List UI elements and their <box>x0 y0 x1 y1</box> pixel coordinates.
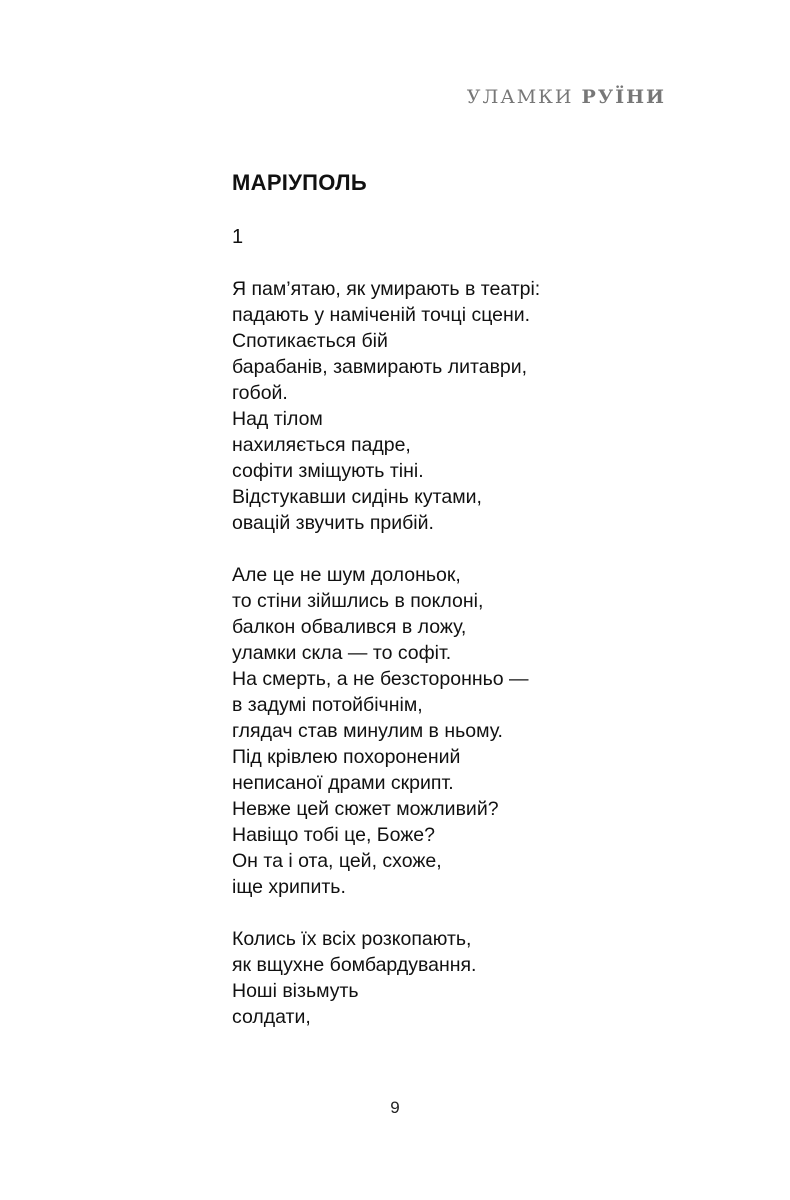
poem-line: Колись їх всіх розкопають, <box>232 928 472 950</box>
stanza-3 <box>232 926 692 1030</box>
poem-title: МАРІУПОЛЬ <box>232 170 368 195</box>
stanza-1 <box>232 276 692 536</box>
poem-line: падають у наміченій точці сцени. <box>232 304 531 326</box>
poem-line: Відстукавши сидінь кутами, <box>232 486 482 508</box>
poem-line: Але це не шум долоньок, <box>232 564 461 586</box>
poem-line: балкон обвалився в ложу, <box>232 616 467 638</box>
poem-line: Невже цей сюжет можливий? <box>232 798 499 820</box>
running-header-part1: УЛАМКИ <box>466 86 574 108</box>
poem-line: Ноші візьмуть <box>232 980 359 1002</box>
poem-line: Під крівлею похоронений <box>232 746 461 768</box>
poem-body <box>232 276 692 1056</box>
page-number: 9 <box>390 1098 400 1117</box>
poem-line: Я пам’ятаю, як умирають в театрі: <box>232 278 541 300</box>
poem-line: в задумі потойбічнім, <box>232 694 423 716</box>
running-header-part2: РУЇНИ <box>581 86 666 108</box>
stanza-2 <box>232 562 692 900</box>
poem-line: На смерть, а не безсторонньо — <box>232 668 529 690</box>
poem-line: іще хрипить. <box>232 876 346 898</box>
poem-line: Спотикається бій <box>232 330 388 352</box>
section-number: 1 <box>232 226 244 248</box>
poem-line: Над тілом <box>232 408 323 430</box>
poem-line: солдати, <box>232 1006 311 1028</box>
poem-line: Он та і ота, цей, схоже, <box>232 850 442 872</box>
poem-line: глядач став минулим в ньому. <box>232 720 503 742</box>
poem-line: овацій звучить прибій. <box>232 512 434 534</box>
poem-line: уламки скла — то софіт. <box>232 642 452 664</box>
poem-line: софіти зміщують тіні. <box>232 460 424 482</box>
poem-line: то стіни зійшлись в поклоні, <box>232 590 484 612</box>
poem-line: барабанів, завмирають литаври, <box>232 356 528 378</box>
poem-line: неписаної драми скрипт. <box>232 772 454 794</box>
poem-line: гобой. <box>232 382 288 404</box>
poem-line: як вщухне бомбардування. <box>232 954 477 976</box>
poem-line: Навіщо тобі це, Боже? <box>232 824 435 846</box>
running-header <box>467 86 666 108</box>
poem-line: нахиляється падре, <box>232 434 411 456</box>
